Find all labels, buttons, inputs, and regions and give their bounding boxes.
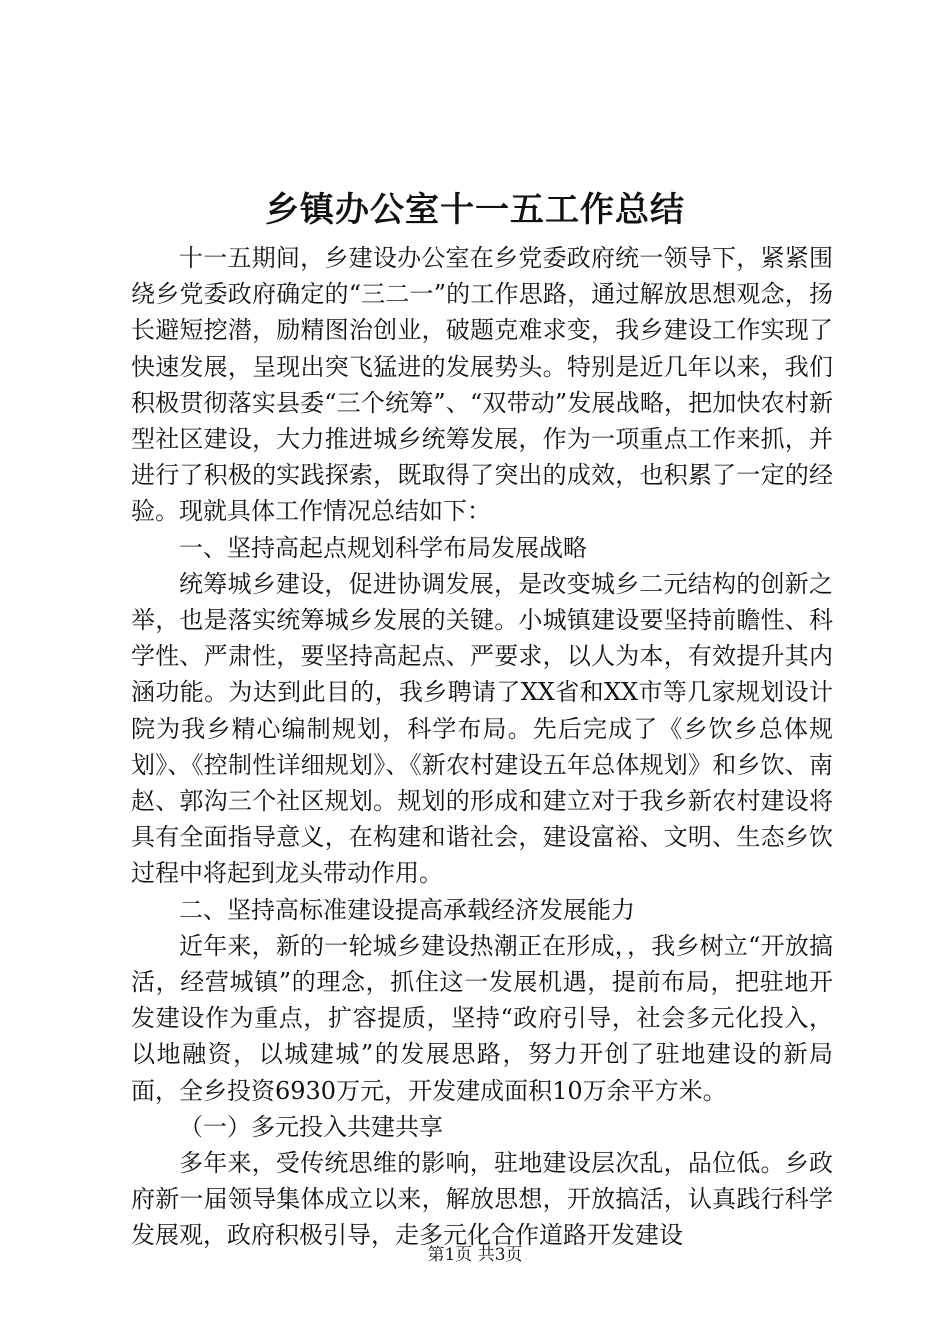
paragraph-investment: 多年来，受传统思维的影响，驻地建设层次乱，品位低。乡政府新一届领导集体成立以来，解放思想，开放搞活，认真践行科学发展观，政府积极引导，走多元化合作道路开发建设: [131, 1149, 833, 1250]
page-number-footer: 第1页 共3页: [427, 1245, 523, 1265]
section-heading-1: 一、坚持高起点规划科学布局发展战略: [179, 533, 587, 562]
paragraph-construction: 近年来，新的一轮城乡建设热潮正在形成，，我乡树立“开放搞活，经营城镇”的理念，抓住这一发展机遇，提前布局，把驻地开发建设作为重点，扩容提质，坚持“政府引导，社会多元化投入，以地融资，以城建城”的发展思路，努力开创了驻地建设的新局面，全乡投资6930万元，开发建成面积10万余平方米。: [131, 931, 833, 1105]
section-heading-2: 二、坚持高标准建设提高承载经济发展能力: [179, 895, 635, 924]
paragraph-planning: 统筹城乡建设，促进协调发展，是改变城乡二元结构的创新之举，也是落实统筹城乡发展的关键。小城镇建设要坚持前瞻性、科学性、严肃性，要坚持高起点、严要求，以人为本，有效提升其内涵功能。为达到此目的，我乡聘请了XX省和XX市等几家规划设计院为我乡精心编制规划，科学布局。先后完成了《乡饮乡总体规划》、《控制性详细规划》、《新农村建设五年总体规划》和乡饮、南赵、郭沟三个社区规划。规划的形成和建立对于我乡新农村建设将具有全面指导意义，在构建和谐社会，建设富裕、文明、生态乡饮过程中将起到龙头带动作用。: [131, 569, 833, 888]
paragraph-intro: 十一五期间，乡建设办公室在乡党委政府统一领导下，紧紧围绕乡党委政府确定的“三二一”的工作思路，通过解放思想观念，扬长避短挖潜，励精图治创业，破题克难求变，我乡建设工作实现了快速发展，呈现出突飞猛进的发展势头。特别是近几年以来，我们积极贯彻落实县委“三个统筹”、“双带动”发展战略，把加快农村新型社区建设，大力推进城乡统筹发展，作为一项重点工作来抓，并进行了积极的实践探索，既取得了突出的成效，也积累了一定的经验。现就具体工作情况总结如下：: [131, 244, 833, 526]
subsection-heading-1: （一）多元投入共建共享: [179, 1112, 443, 1141]
document-title: 乡镇办公室十一五工作总结: [265, 190, 685, 230]
document-body: [131, 240, 833, 1254]
